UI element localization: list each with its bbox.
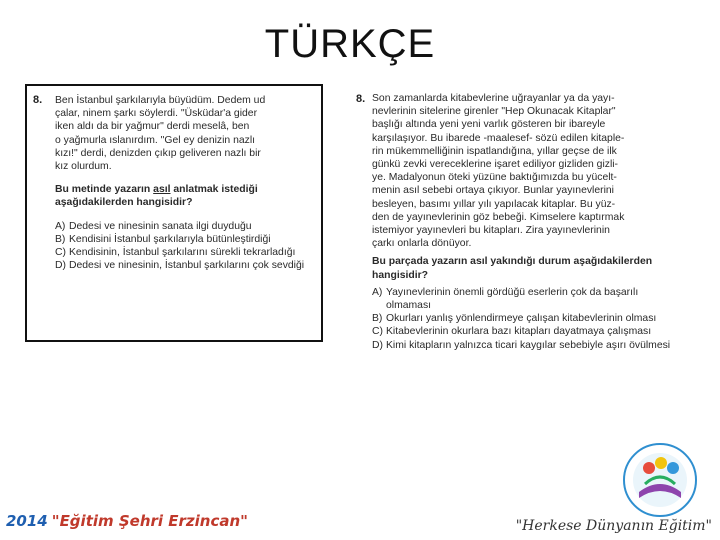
footer-motto: "Herkese Dünyanın Eğitim" — [515, 518, 712, 534]
passage-line: Ben İstanbul şarkılarıyla büyüdüm. Dedem ud — [55, 95, 266, 106]
passage-line: günkü zevki vereceklerine işaret ediliyor gizliden gizli- — [372, 159, 619, 171]
logo-figure-blue — [667, 462, 679, 474]
ministry-logo — [615, 440, 705, 520]
passage-line: çalar, ninem şarkı söylerdi. "Üsküdar'a gider — [55, 108, 258, 120]
passage-line: Son zamanlarda kitabevlerine uğrayanlar ya da yayı- — [372, 93, 615, 104]
answer-option-b[interactable]: B) Okurları yanlış yönlendirmeye çalışan kitabevlerinin olması — [372, 313, 657, 325]
answer-option-a[interactable]: A) Yayınevlerinin önemli gördüğü eserlerin çok da başarılı olmaması — [372, 286, 639, 312]
passage-line: başlığı altında yeni yeni varlık gösteren bir ibareyle — [372, 119, 606, 131]
passage-line: besleyen, basımı yıllar yılı yapılacak kitaplar. Bu yüz- — [372, 198, 616, 210]
answer-options — [55, 220, 315, 273]
logo-figure-red — [643, 462, 655, 474]
passage-line: kızı!" derdi, denizden çıkıp geliveren nazlı bir — [55, 147, 261, 159]
question-card-right — [356, 92, 672, 352]
passage-line: iken aldı da bir yağmur" derdi meselâ, ben — [55, 121, 250, 133]
passage-line: çarkı onlarla dönüyor. — [372, 238, 472, 250]
question-number: 8. — [356, 93, 366, 105]
question-number: 8. — [33, 94, 43, 106]
page-title: TÜRKÇE — [264, 22, 436, 66]
answer-option-a[interactable]: A) Dedesi ve ninesinin sanata ilgi duyduğu — [55, 220, 252, 232]
footer-slogan — [6, 512, 248, 530]
passage-line: karşılaşıyor. Bu ibarede -maalesef- sözü edilen kitaple- — [372, 132, 625, 144]
passage-line: nevlerinin sitelerine girenler "Hep Okunacak Kitaplar" — [372, 106, 616, 118]
answer-option-d[interactable]: D) Dedesi ve ninesinin, İstanbul şarkılarını çok sevdiği — [55, 260, 305, 272]
question-passage — [372, 92, 672, 352]
passage-line: menin asıl sebebi ortaya çıkıyor. Bunlar yayınevlerini — [372, 185, 614, 197]
question-prompt: Bu parçada yazarın asıl yakındığı durum aşağıdakilerden hangisidir? — [372, 256, 653, 281]
answer-option-c[interactable]: C) Kitabevlerinin okurlara bazı kitapları dayatmaya çalışması — [372, 326, 652, 338]
answer-options — [372, 286, 672, 352]
question-card-left — [25, 84, 323, 342]
passage-line: rin mükemmelliğinin ispatlandığına, yıllar geçse de ilk — [372, 145, 617, 157]
passage-line: ye. Madalyonun öteki yüzüne baktığımızda bu yücelt- — [372, 172, 617, 184]
logo-figure-yellow — [655, 457, 667, 469]
footer-year: 2014 — [6, 512, 48, 530]
passage-line: kız olurdum. — [55, 161, 112, 173]
answer-option-b[interactable]: B) Kendisini İstanbul şarkılarıyla bütünleştirdiği — [55, 233, 271, 245]
passage-line: den de yayınevlerinin göz bebeği. Kimselere kaptırmak — [372, 211, 625, 223]
answer-option-c[interactable]: C) Kendisinin, İstanbul şarkılarını sürekli tekrarladığı — [55, 247, 296, 259]
footer-slogan-text: "Eğitim Şehri Erzincan" — [51, 512, 248, 530]
answer-option-d[interactable]: D) Kimi kitapların yalnızca ticari kaygılar sebebiyle aşırı övülmesi — [372, 339, 671, 351]
passage-line: o yağmurla ıslanırdım. "Gel ey denizin nazlı — [55, 134, 256, 146]
passage-line: istemiyor yayınevleri bu kitapları. Zira yayınevlerinin — [372, 225, 610, 237]
question-passage — [55, 94, 315, 272]
question-prompt: Bu metinde yazarın asıl anlatmak istediği aşağıdakilerden hangisidir? — [55, 184, 258, 209]
